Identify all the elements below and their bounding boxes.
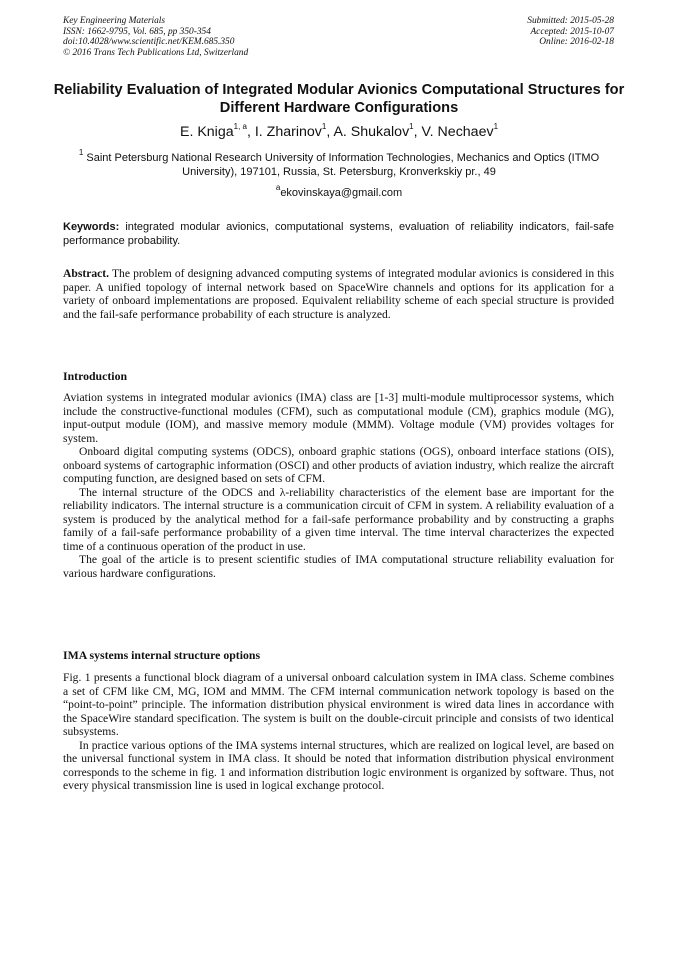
author-affiliation-mark: 1 — [321, 122, 327, 132]
ima-structure-heading: IMA systems internal structure options — [63, 648, 261, 662]
affiliation-mark: 1 — [78, 148, 84, 158]
author-separator: , — [326, 124, 334, 140]
author-list — [40, 124, 638, 141]
author-separator: , — [413, 124, 422, 140]
paragraph: In practice various options of the IMA systems internal structures, which are realized on logical level, are based on the universal functional system in IMA class. It should be noted that information distribution physical environment corresponds to the scheme in fig. 1 and information distribution logic environment is organized by software. Thus, not every physical transmission line is used in logical exchange protocol. — [63, 738, 614, 792]
abstract-label: Abstract. — [63, 267, 110, 280]
submitted-date: Submitted: 2015-05-28 — [527, 16, 614, 26]
paragraph: The internal structure of the ODCS and λ-reliability characteristics of the element base are important for the reliability indicators. The internal structure is a communication circuit of CFM in system. A reliability evaluation of a system is produced by the analytical method for a fail-safe performance probability and by constructing a graphs family of a fail-safe performance probability of a given time interval. The time interval characterizes the expected time of a continuous operation of the product in use. — [63, 485, 614, 553]
author-affiliation-mark: 1, a — [233, 122, 247, 132]
paragraph: Fig. 1 presents a functional block diagram of a universal onboard calculation system in IMA class. Scheme combines a set of CFM like CM, MG, IOM and MMM. The CFM internal communication network topology is based on the “point-to-point” principle. The information distribution physical environment is wired data lines in accordance with the SpaceWire standard specification. The system is built on the double-circuit principle and consists of two identical subsystems. — [63, 671, 614, 738]
journal-doi: doi:10.4028/www.scientific.net/KEM.685.350 — [63, 37, 235, 48]
email-address: ekovinskaya@gmail.com — [280, 187, 403, 199]
online-date: Online: 2016-02-18 — [539, 37, 614, 48]
contact-email — [40, 183, 638, 200]
author-separator: , — [246, 124, 255, 140]
keywords-text: integrated modular avionics, computational systems, evaluation of reliability indicators, fail-safe performance probability. — [63, 221, 614, 247]
journal-issn: ISSN: 1662-9795, Vol. 685, pp 350-354 — [63, 26, 211, 37]
author-affiliation — [66, 148, 612, 179]
abstract-block — [63, 267, 614, 321]
journal-header-right — [527, 16, 614, 48]
paper-title: Reliability Evaluation of Integrated Modular Avionics Computational Structures for Different Hardware Configurations — [53, 82, 625, 116]
author-name: E. Kniga — [179, 124, 234, 140]
ima-structure-body — [63, 671, 614, 793]
paragraph: Onboard digital computing systems (ODCS), onboard graphic stations (OGS), onboard interface stations (OIS), onboard systems of cartographic information (OSCI) and other products of aviation industry, which realize the aircraft computing function, are designed based on sets of CFM. — [63, 445, 614, 485]
paragraph: Aviation systems in integrated modular avionics (IMA) class are [1-3] multi-module multiprocessor systems, which include the constructive-functional modules (CFM), such as computational module (CM), graphics module (MG), input-output module (IOM), and massive memory module (MMM). Voltage module (VM) provides voltages for system. — [63, 391, 614, 445]
keywords-label: Keywords: — [63, 221, 120, 233]
journal-header-left — [63, 16, 248, 58]
keywords-block — [63, 220, 614, 248]
author-name: V. Nechaev — [421, 124, 494, 140]
journal-name: Key Engineering Materials — [63, 16, 166, 26]
accepted-date: Accepted: 2015-10-07 — [530, 26, 614, 37]
author-affiliation-mark: 1 — [493, 122, 499, 132]
author-name: I. Zharinov — [254, 124, 322, 140]
affiliation-text: Saint Petersburg National Research University of Information Technologies, Mechanics and Optics (ITMO University), 197101, Russia, St. Petersburg, Kronverkskiy pr., 49 — [86, 152, 600, 178]
email-mark: a — [275, 183, 281, 193]
introduction-heading: Introduction — [63, 369, 128, 383]
paragraph: The goal of the article is to present scientific studies of IMA computational structure reliability evaluation for various hardware configurations. — [63, 553, 614, 580]
author-affiliation-mark: 1 — [409, 122, 414, 132]
journal-copyright: © 2016 Trans Tech Publications Ltd, Switzerland — [63, 47, 249, 58]
introduction-body — [63, 391, 614, 580]
abstract-text: The problem of designing advanced computing systems of integrated modular avionics is considered in this paper. A unified topology of internal network based on SpaceWire channels and options for its application for a variety of onboard implementations are proposed. Equivalent reliability scheme of each special structure is provided and the fail-safe performance probability of each structure is analyzed. — [63, 267, 614, 321]
author-name: A. Shukalov — [333, 124, 410, 140]
